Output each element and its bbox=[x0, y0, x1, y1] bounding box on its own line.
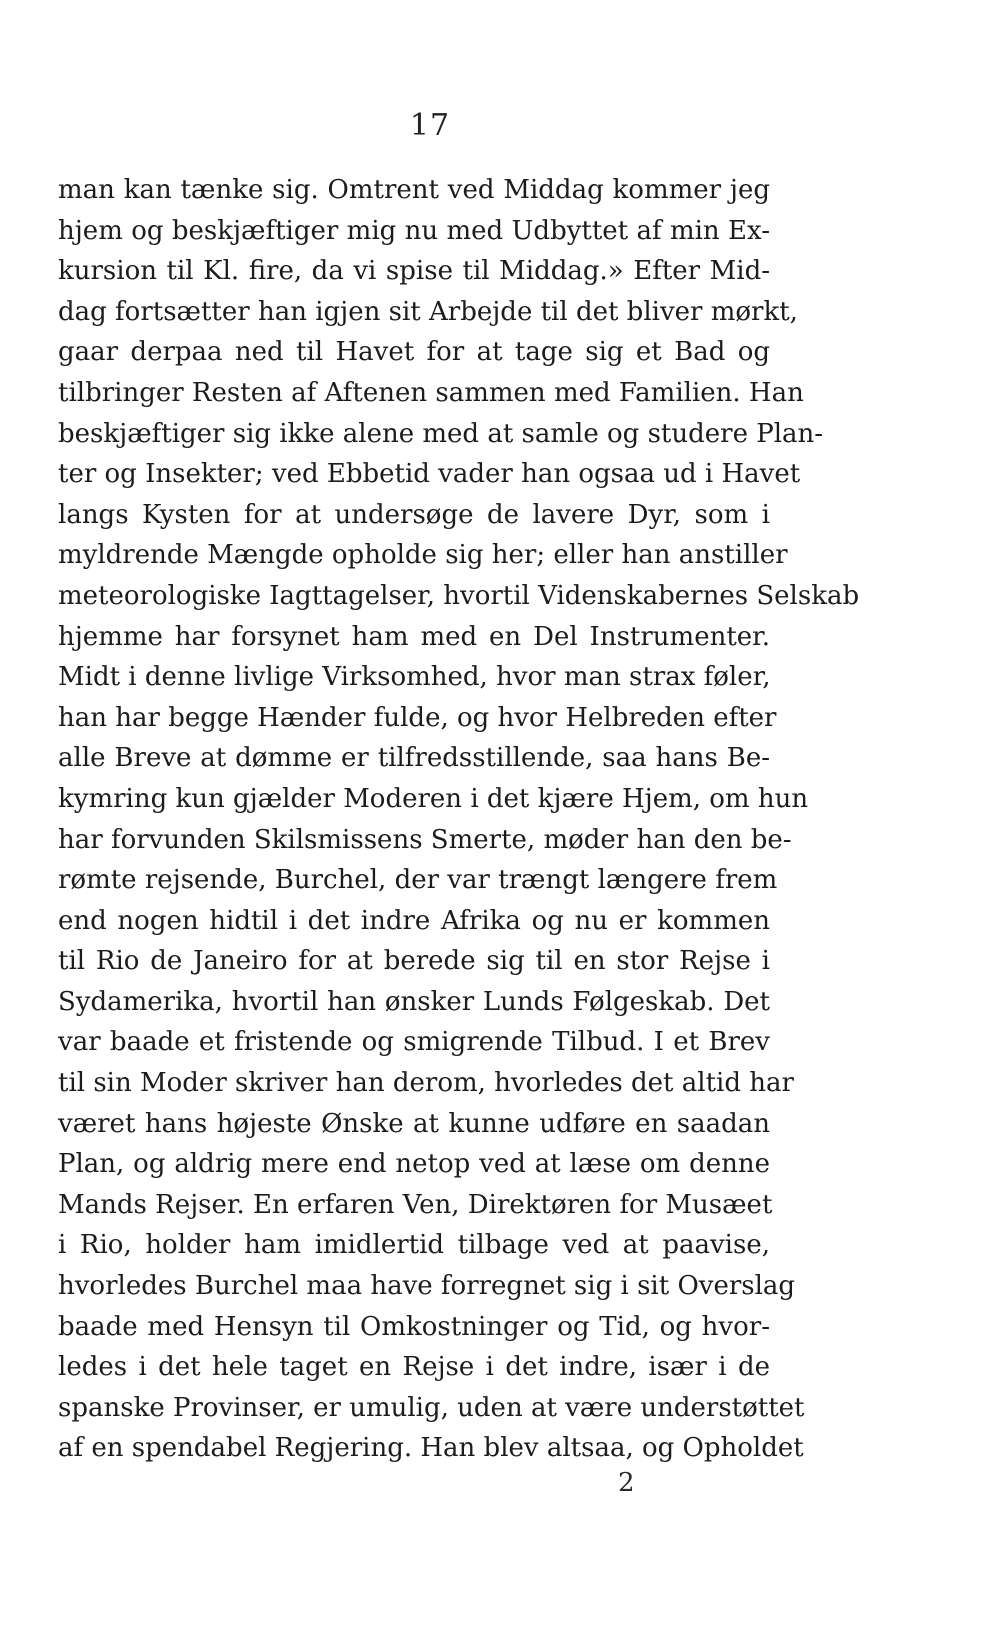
text-line: til sin Moder skriver han derom, hvorledes det altid har bbox=[58, 1068, 794, 1099]
text-line: hjemme har forsynet ham med en Del Instrumenter. bbox=[58, 621, 770, 652]
text-line: kymring kun gjælder Moderen i det kjære Hjem, om hun bbox=[58, 783, 809, 814]
text-line: spanske Provinser, er umulig, uden at være understøttet bbox=[58, 1392, 805, 1423]
text-line: Plan, og aldrig mere end netop ved at læse om denne bbox=[58, 1149, 770, 1180]
text-line: til Rio de Janeiro for at berede sig til en stor Rejse i bbox=[58, 946, 770, 977]
text-line: myldrende Mængde opholde sig her; eller han anstiller bbox=[58, 540, 788, 571]
text-line: end nogen hidtil i det indre Afrika og nu er kommen bbox=[58, 905, 770, 936]
text-line: rømte rejsende, Burchel, der var trængt længere frem bbox=[58, 865, 778, 896]
signature-mark: 2 bbox=[618, 1468, 635, 1498]
text-line: ter og Insekter; ved Ebbetid vader han ogsaa ud i Havet bbox=[58, 459, 801, 490]
text-line: baade med Hensyn til Omkostninger og Tid, og hvor- bbox=[58, 1311, 770, 1342]
text-line: gaar derpaa ned til Havet for at tage sig et Bad og bbox=[58, 337, 770, 368]
text-line: hvorledes Burchel maa have forregnet sig i sit Overslag bbox=[58, 1271, 796, 1302]
text-line: Midt i denne livlige Virksomhed, hvor man strax føler, bbox=[58, 662, 771, 693]
text-line: Sydamerika, hvortil han ønsker Lunds Følgeskab. Det bbox=[58, 986, 770, 1017]
text-line: alle Breve at dømme er tilfredsstillende, saa hans Be- bbox=[58, 743, 770, 774]
text-line: ledes i det hele taget en Rejse i det indre, især i de bbox=[58, 1352, 770, 1383]
text-line: han har begge Hænder fulde, og hvor Helbreden efter bbox=[58, 702, 777, 733]
text-line: dag fortsætter han igjen sit Arbejde til det bliver mørkt, bbox=[58, 296, 798, 327]
text-line: meteorologiske Iagttagelser, hvortil Videnskabernes Selskab bbox=[58, 580, 860, 611]
text-line: Mands Rejser. En erfaren Ven, Direktøren for Musæet bbox=[58, 1189, 773, 1220]
text-line: af en spendabel Regjering. Han blev altsaa, og Opholdet bbox=[58, 1433, 804, 1464]
page-number: 17 bbox=[409, 108, 451, 143]
text-line: var baade et fristende og smigrende Tilbud. I et Brev bbox=[58, 1027, 770, 1058]
text-line: kursion til Kl. fire, da vi spise til Middag.» Efter Mid- bbox=[58, 256, 770, 287]
text-line: har forvunden Skilsmissens Smerte, møder han den be- bbox=[58, 824, 792, 855]
text-line: været hans højeste Ønske at kunne udføre en saadan bbox=[58, 1108, 770, 1139]
text-line: beskjæftiger sig ikke alene med at samle og studere Plan- bbox=[58, 418, 824, 449]
text-line: langs Kysten for at undersøge de lavere Dyr, som i bbox=[58, 499, 770, 530]
text-line: man kan tænke sig. Omtrent ved Middag kommer jeg bbox=[58, 175, 770, 205]
body-text bbox=[58, 170, 860, 1469]
text-line: tilbringer Resten af Aftenen sammen med Familien. Han bbox=[58, 377, 804, 408]
text-line: i Rio, holder ham imidlertid tilbage ved at paavise, bbox=[58, 1230, 770, 1261]
text-line: hjem og beskjæftiger mig nu med Udbyttet af min Ex- bbox=[58, 215, 770, 246]
